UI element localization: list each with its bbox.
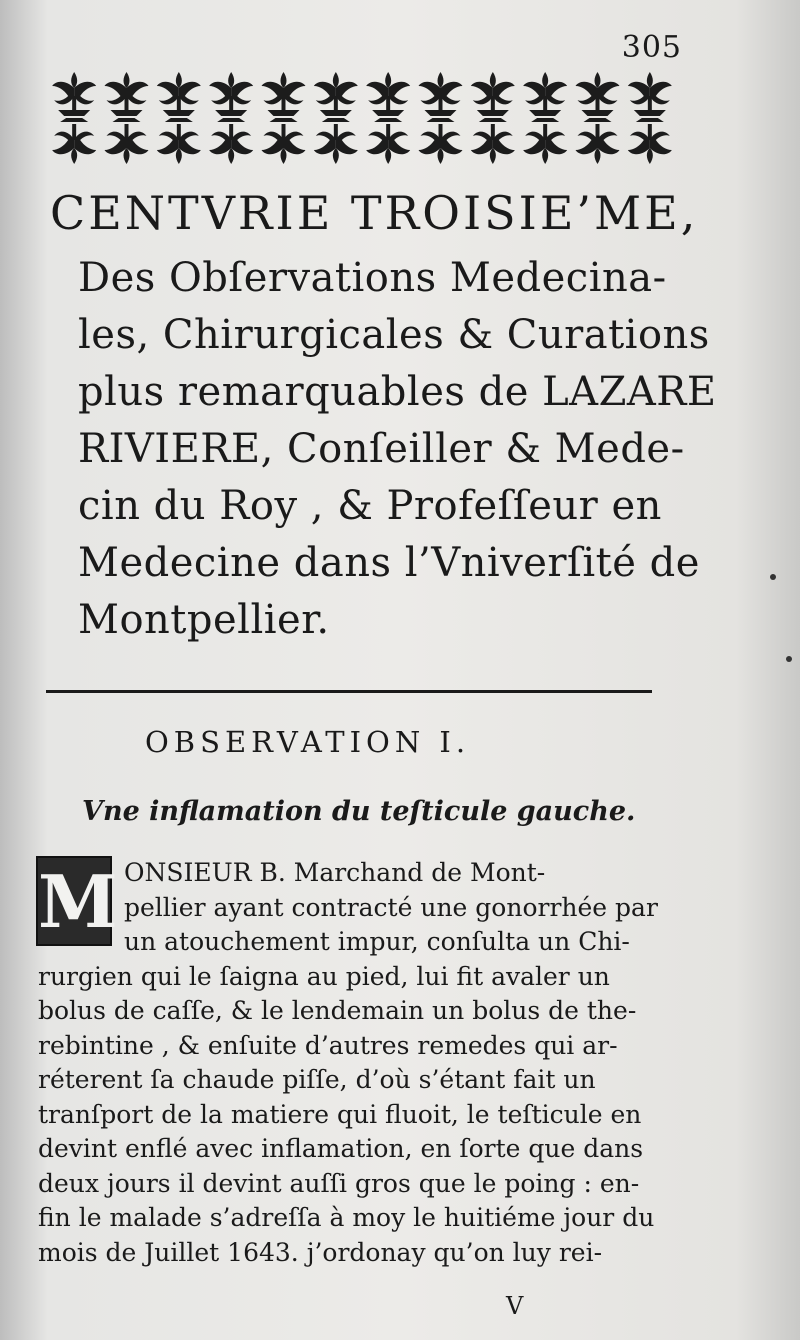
- ornament-band: [48, 66, 676, 170]
- body-line: bolus de caſſe, & le lendemain un bolus de the-: [38, 996, 637, 1025]
- ornament-flower: [471, 72, 515, 164]
- subtitle-line: Medecine dans l’Vniverſité de: [78, 540, 700, 586]
- body-line: rebintine , & enſuite d’autres remedes qui ar-: [38, 1030, 618, 1060]
- ink-speck: [770, 574, 776, 580]
- observation-body: [38, 856, 664, 1270]
- subtitle-line: Des Obſervations Medecina-: [78, 255, 667, 301]
- ornament-flower: [628, 72, 672, 164]
- ornament-flower: [105, 72, 149, 164]
- observation-heading: OBSERVATION I.: [145, 725, 471, 759]
- body-line: deux jours il devint auſſi gros que le poing : en-: [38, 1168, 640, 1198]
- ornament-flower: [576, 72, 620, 164]
- subtitle-line: les, Chirurgicales & Curations: [78, 312, 710, 358]
- horizontal-rule: [46, 690, 652, 693]
- body-line: un atouchement impur, conſulta un Chi-: [124, 927, 630, 956]
- subtitle-line: RIVIERE, Conſeiller & Mede-: [78, 426, 685, 472]
- body-line: pellier ayant contracté une gonorrhée par: [124, 892, 658, 922]
- body-line: tranſport de la matiere qui fluoit, le teſticule en: [38, 1099, 642, 1129]
- ornament-flower: [419, 72, 463, 164]
- catchword: V: [506, 1292, 524, 1320]
- body-line: rurgien qui le ſaigna au pied, lui fit avaler un: [38, 961, 610, 991]
- drop-cap-letter: M: [38, 859, 118, 944]
- ornament-flower: [314, 72, 358, 164]
- body-line: fin le malade s’adreſſa à moy le huitiéme jour du: [38, 1203, 655, 1232]
- subtitle-line: Montpellier.: [78, 597, 330, 643]
- body-line: ONSIEUR B. Marchand de Mont-: [124, 858, 546, 887]
- ornament-flower: [262, 72, 306, 164]
- page-number: 305: [621, 30, 682, 65]
- ornament-flower: [209, 72, 253, 164]
- ornament-flower: [523, 72, 567, 164]
- body-line: réterent ſa chaude piſſe, d’où s’étant fait un: [38, 1065, 596, 1094]
- body-line: mois de Juillet 1643. j’ordonay qu’on luy rei-: [38, 1237, 603, 1267]
- body-line: devint enflé avec inflamation, en ſorte que dans: [38, 1134, 644, 1163]
- title: CENTVRIE TROISIE’ME,: [50, 186, 699, 240]
- ink-speck: [786, 656, 792, 662]
- subtitle-line: plus remarquables de LAZARE: [78, 369, 717, 415]
- subtitle-line: cin du Roy , & Profeſſeur en: [78, 483, 662, 529]
- observation-subheading: Vne inflamation du teſticule gauche.: [82, 796, 636, 827]
- ornament-flower: [157, 72, 201, 164]
- subtitle: [78, 250, 717, 649]
- ornament-flower: [366, 72, 410, 164]
- ornament-flower: [52, 72, 96, 164]
